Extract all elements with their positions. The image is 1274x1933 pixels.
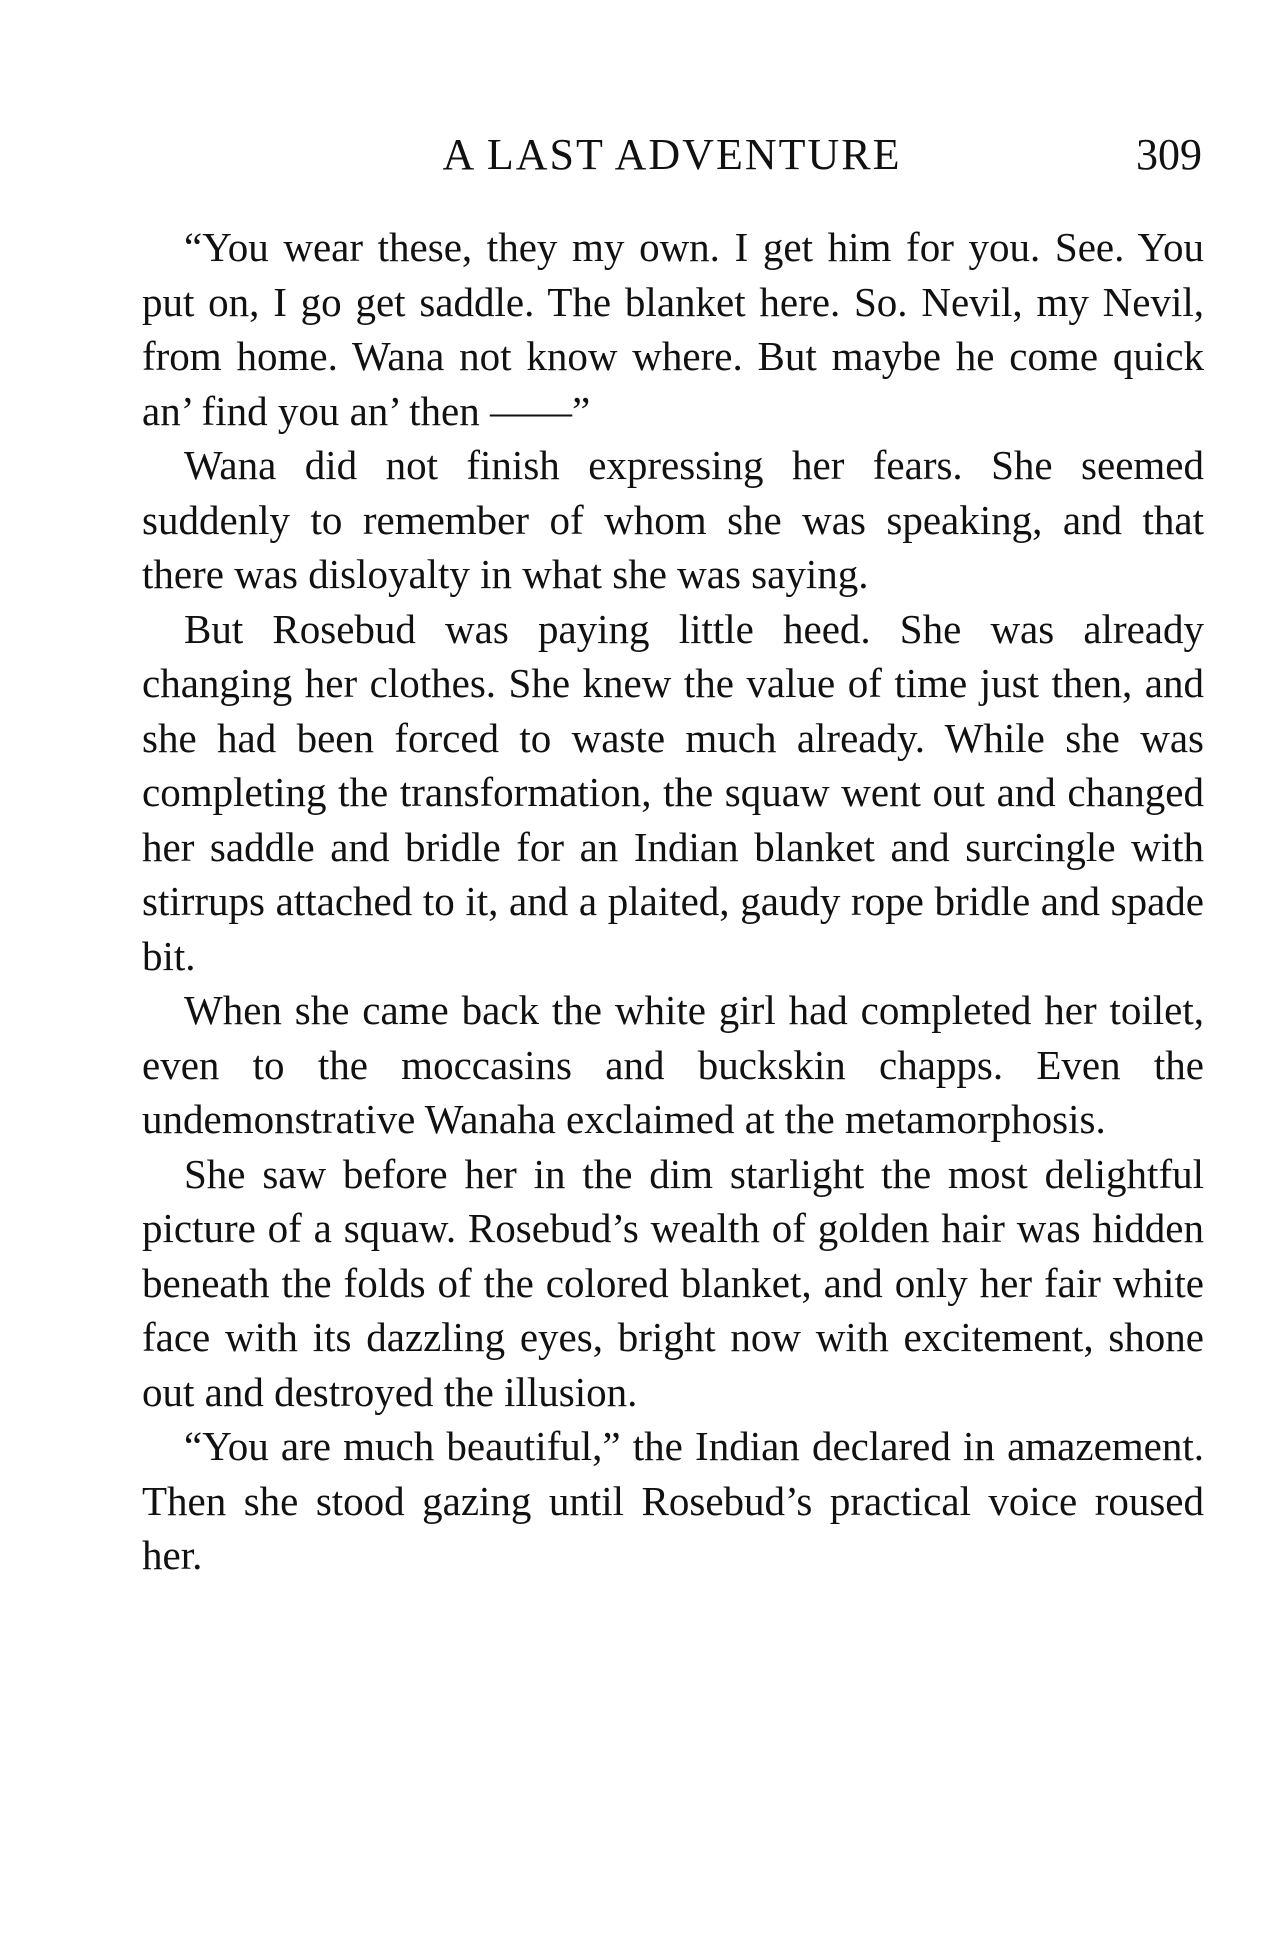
page-header (142, 125, 1202, 185)
body-text (142, 220, 1204, 1583)
paragraph: “You are much beautiful,” the Indian declared in amazement. Then she stood gazing until Rosebud’s practical voice roused her. (142, 1423, 1204, 1578)
paragraph: “You wear these, they my own. I get him for you. See. You put on, I go get saddle. The blanket here. So. Nevil, my Nevil, from home. Wana not know where. But maybe he come quick an’ find you an’ then ——” (142, 224, 1204, 434)
paragraph: But Rosebud was paying little heed. She was already changing her clothes. She knew the value of time just then, and she had been forced to waste much already. While she was completing the transformation, the squaw went out and changed her saddle and bridle for an Indian blanket and surcingle with stirrups attached to it, and a plaited, gaudy rope bridle and spade bit. (142, 605, 1204, 979)
paragraph: When she came back the white girl had completed her toilet, even to the moccasins and buckskin chapps. Even the undemonstrative Wanaha exclaimed at the metamorphosis. (142, 987, 1204, 1142)
paragraph: Wana did not finish expressing her fears. She seemed suddenly to remember of whom she was speaking, and that there was disloyalty in what she was saying. (142, 442, 1204, 597)
running-head: A LAST ADVENTURE (442, 130, 902, 179)
paragraph: She saw before her in the dim starlight the most delightful picture of a squaw. Rosebud’s wealth of golden hair was hidden beneath the folds of the colored blanket, and only her fair white face with its dazzling eyes, bright now with excitement, shone out and destroyed the illusion. (142, 1150, 1204, 1415)
page-number: 309 (1136, 130, 1202, 179)
